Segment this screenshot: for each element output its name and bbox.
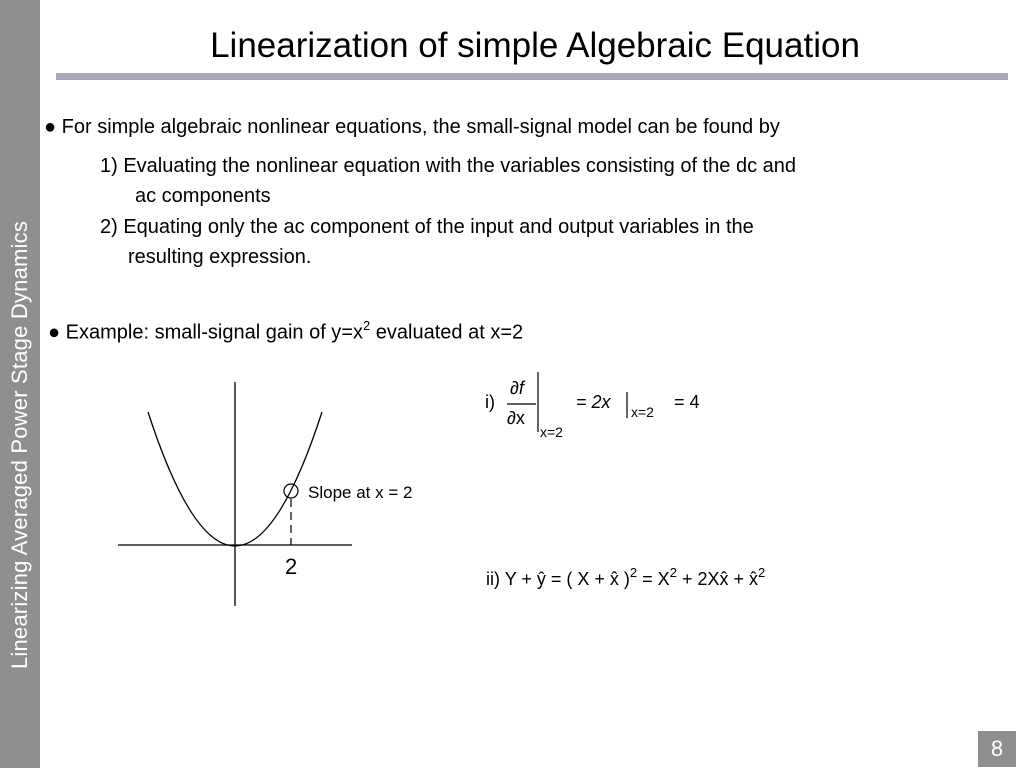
- eq1-label: i): [485, 392, 495, 412]
- eq1-denominator: ∂x: [507, 408, 525, 428]
- eq2-mid: = X: [642, 569, 670, 589]
- eq1-derivative: = 2x: [576, 392, 611, 412]
- eq2: [486, 566, 765, 590]
- eq2-exponent-3: 2: [757, 565, 766, 580]
- slope-label-text: Slope at: [308, 483, 371, 502]
- step-2-line-2: resulting expression.: [128, 246, 312, 268]
- bullet-intro: ● For simple algebraic nonlinear equations, the small-signal model can be found by: [44, 116, 780, 138]
- step-1-line-2: ac components: [135, 185, 271, 207]
- slope-label: [308, 483, 412, 503]
- slide-title: Linearization of simple Algebraic Equation: [210, 26, 860, 65]
- eq1-numerator: ∂f: [510, 378, 524, 398]
- x-tick-label: 2: [285, 554, 298, 579]
- sidebar-title: Linearizing Averaged Power Stage Dynamics: [7, 220, 32, 670]
- example-exponent: 2: [363, 318, 371, 333]
- example-text: ● Example: small-signal gain of y=x: [48, 321, 363, 344]
- eq2-label: ii): [486, 569, 500, 589]
- eq1-result: = 4: [674, 392, 700, 412]
- eq2-lhs: Y + ŷ = ( X + x̂ ): [504, 569, 630, 589]
- example-text-end: evaluated at x=2: [370, 321, 524, 344]
- slope-label-eq: x = 2: [375, 483, 413, 502]
- eq1-subscript: x=2: [540, 424, 563, 440]
- page-number: 8: [978, 731, 1016, 767]
- step-2-line-1: 2) Equating only the ac component of the input and output variables in the: [100, 216, 754, 238]
- step-1-line-1: 1) Evaluating the nonlinear equation with the variables consisting of the dc and: [100, 155, 797, 177]
- eq2-exponent-1: 2: [629, 565, 638, 580]
- eq2-rhs: + 2Xx̂ + x̂: [681, 569, 758, 589]
- eq1-subscript-2: x=2: [631, 404, 654, 420]
- eq2-exponent-2: 2: [669, 565, 677, 580]
